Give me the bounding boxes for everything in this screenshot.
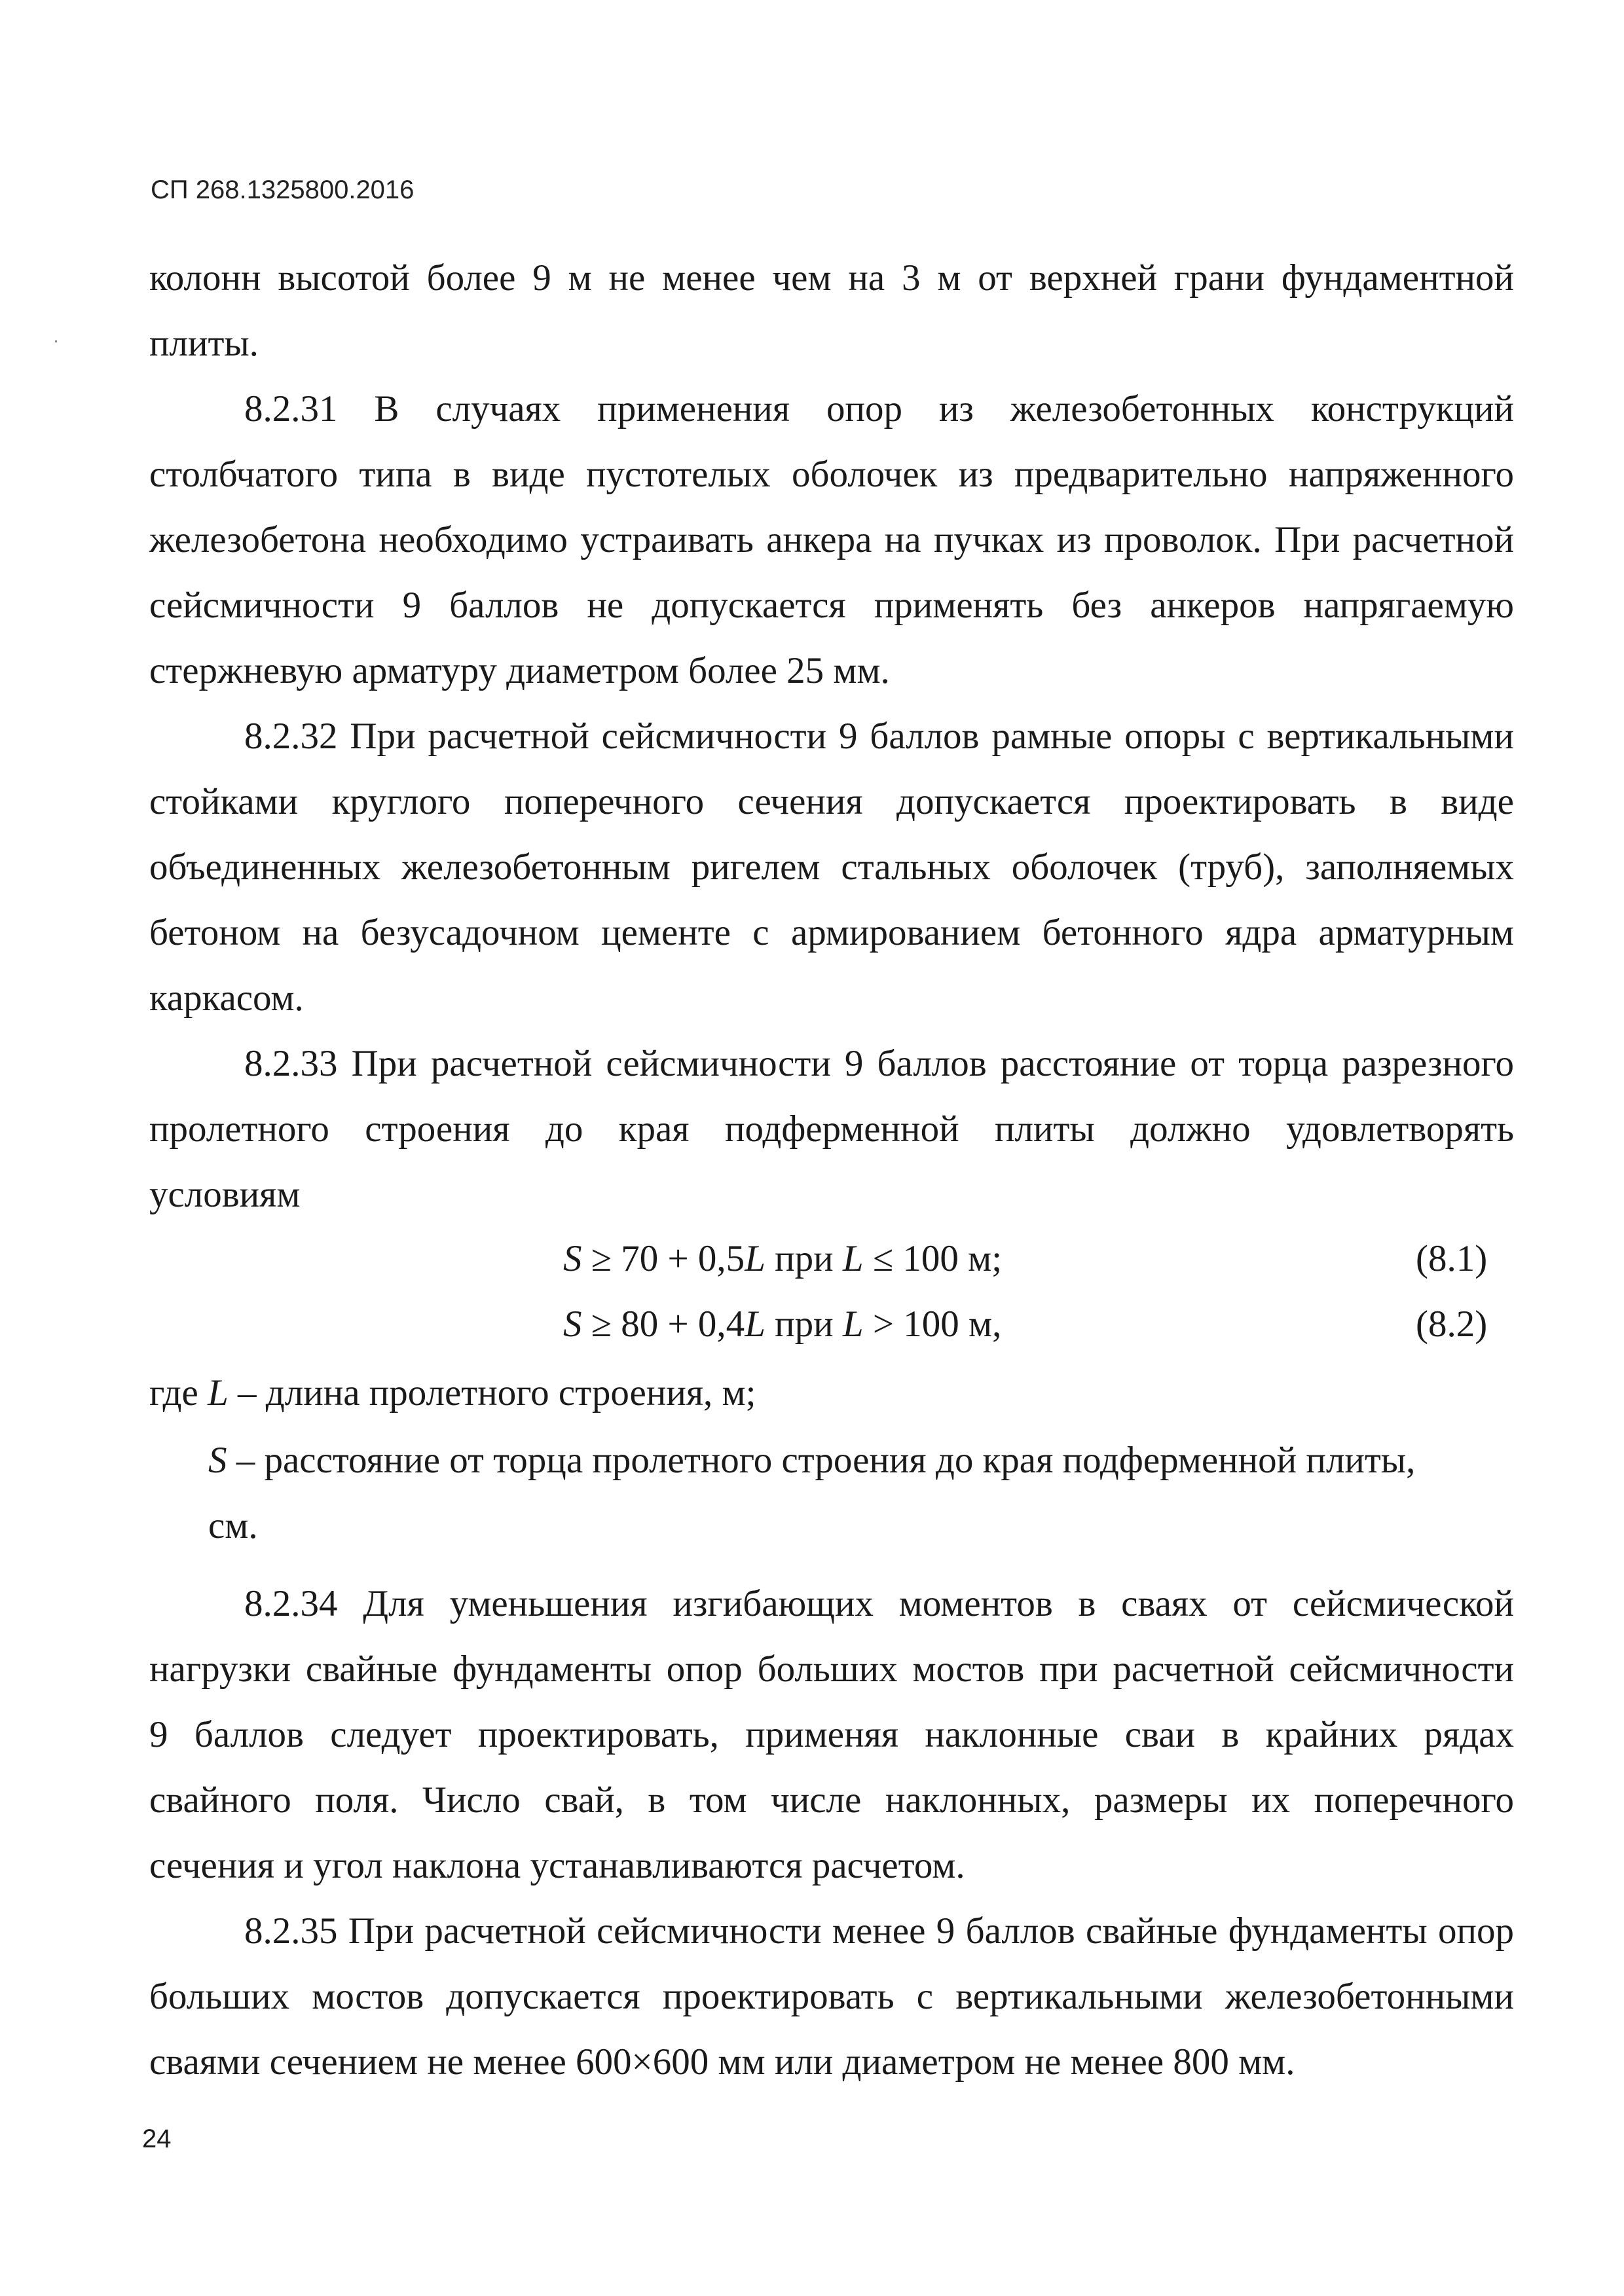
body-text-block-2 [149,1571,1514,2095]
page-number: 24 [142,2124,172,2153]
text-line: 8.2.33 При расчетной сейсмичности 9 баллов расстояние от торца разрезного [244,1043,1514,1084]
where-S-definition: S – расстояние от торца пролетного строения до края подферменной плиты, [208,1440,1416,1481]
equation-number: (8.1) [1416,1238,1488,1279]
text-line: бетоном на безусадочном цементе с армированием бетонного ядра арматурным [149,912,1514,953]
text-line: стойками круглого поперечного сечения допускается проектировать в виде [149,781,1514,822]
text-line: сейсмичности 9 баллов не допускается применять без анкеров напрягаемую [149,585,1514,626]
text-line: каркасом. [149,977,304,1019]
equation-number: (8.2) [1416,1303,1488,1345]
text-line: сваями сечением не менее 600×600 мм или диаметром не менее 800 мм. [149,2041,1295,2083]
text-line: столбчатого типа в виде пустотелых оболочек из предварительно напряженного [149,454,1514,495]
text-line: 8.2.32 При расчетной сейсмичности 9 баллов рамные опоры с вертикальными [244,716,1514,757]
text-line: пролетного строения до края подферменной плиты должно удовлетворять [149,1108,1514,1150]
text-line: условиям [149,1174,301,1215]
body-text-block-1 [149,246,1514,1228]
text-line: 9 баллов следует проектировать, применяя наклонные сваи в крайних рядах [149,1714,1514,1755]
where-L-definition: где L – длина пролетного строения, м; [149,1372,756,1413]
scan-speck [55,340,57,342]
text-line: 8.2.34 Для уменьшения изгибающих моментов в сваях от сейсмической [244,1583,1514,1624]
text-line: сечения и угол наклона устанавливаются расчетом. [149,1845,965,1886]
text-line: плиты. [149,323,259,364]
text-line: стержневую арматуру диаметром более 25 мм. [149,650,890,691]
text-line: свайного поля. Число свай, в том числе наклонных, размеры их поперечного [149,1779,1514,1821]
text-line: колонн высотой более 9 м не менее чем на 3 м от верхней грани фундаментной [149,257,1514,299]
text-line: объединенных железобетонным ригелем стальных оболочек (труб), заполняемых [149,847,1514,888]
text-line: 8.2.35 При расчетной сейсмичности менее 9 баллов свайные фундаменты опор [244,1910,1514,1952]
formula-8-1: S ≥ 70 + 0,5L при L ≤ 100 м; [563,1238,1003,1279]
formula-8-2: S ≥ 80 + 0,4L при L > 100 м, [563,1303,1002,1345]
text-line: 8.2.31 В случаях применения опор из железобетонных конструкций [244,388,1514,429]
document-code: СП 268.1325800.2016 [151,175,415,204]
text-line: больших мостов допускается проектировать с вертикальными железобетонными [149,1976,1514,2017]
text-line: железобетона необходимо устраивать анкера на пучках из проволок. При расчетной [149,519,1514,560]
where-S-unit: см. [208,1505,258,1546]
text-line: нагрузки свайные фундаменты опор больших мостов при расчетной сейсмичности [149,1649,1514,1690]
